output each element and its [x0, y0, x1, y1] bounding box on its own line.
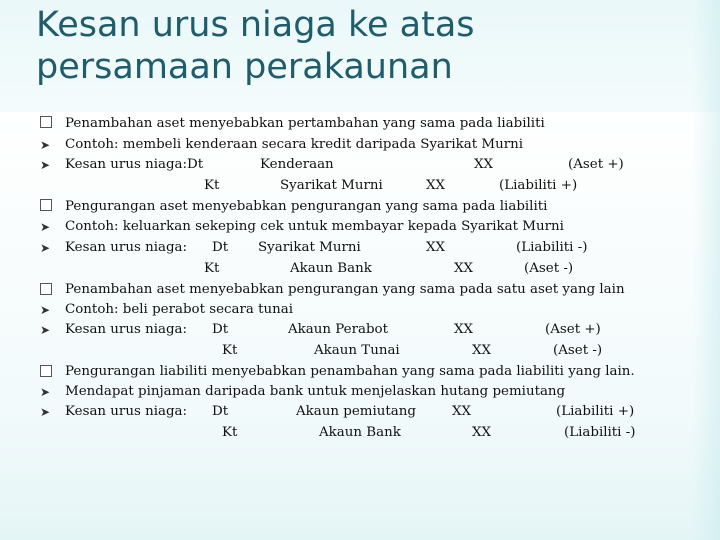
arrow-bullet-icon: ➤ [40, 158, 51, 173]
entry-effect: (Aset -) [553, 342, 603, 358]
entry-account: Akaun Bank [290, 260, 372, 276]
arrow-bullet-icon: ➤ [40, 241, 51, 256]
entry-effect: (Liabiliti +) [499, 178, 578, 194]
journal-entry-debit [40, 320, 680, 341]
journal-entry-debit [40, 402, 680, 423]
entry-label: Kesan urus niaga: [65, 240, 188, 256]
entry-account: Akaun pemiutang [296, 404, 416, 420]
entry-amount: XX [426, 240, 446, 256]
bullet-item [40, 135, 680, 156]
slide-title [36, 4, 676, 88]
bullet-text: Penambahan aset menyebabkan pertambahan yang sama pada liabiliti [65, 116, 545, 131]
bullet-text: Pengurangan aset menyebabkan pengurangan yang sama pada liabiliti [65, 198, 548, 214]
bullet-item [40, 114, 680, 135]
entry-label: Kesan urus niaga: [65, 404, 188, 420]
arrow-bullet-icon: ➤ [40, 384, 51, 399]
journal-entry-debit [40, 155, 680, 176]
bullet-item [40, 197, 680, 218]
bullet-item [40, 300, 680, 321]
journal-entry-debit [40, 238, 680, 259]
entry-effect: (Aset -) [524, 260, 574, 276]
entry-amount: XX [426, 178, 446, 194]
entry-account: Akaun Tunai [314, 342, 400, 358]
arrow-bullet-icon: ➤ [40, 405, 51, 420]
bullet-text: Contoh: membeli kenderaan secara kredit daripada Syarikat Murni [65, 136, 524, 152]
arrow-bullet-icon: ➤ [40, 323, 51, 338]
entry-account: Syarikat Murni [280, 178, 383, 194]
journal-entry-credit [40, 341, 680, 362]
bullet-item [40, 217, 680, 238]
entry-side: Dt [212, 322, 229, 338]
entry-amount: XX [452, 404, 472, 420]
bullet-text: Contoh: keluarkan sekeping cek untuk membayar kepada Syarikat Murni [65, 219, 564, 235]
title-line-2: persamaan perakaunan [36, 47, 453, 87]
bullet-item [40, 280, 680, 300]
arrow-bullet-icon: ➤ [40, 302, 51, 317]
entry-effect: (Liabiliti -) [564, 424, 636, 440]
entry-effect: (Aset +) [568, 157, 624, 173]
entry-account: Kenderaan [260, 157, 334, 173]
journal-entry-credit [40, 423, 680, 444]
entry-account: Akaun Perabot [288, 322, 389, 338]
square-bullet-icon [40, 114, 62, 135]
entry-side: Kt [222, 342, 238, 358]
decorative-edge [692, 0, 720, 540]
bullet-text: Pengurangan liabiliti menyebabkan penambahan yang sama pada liabiliti yang lain. [65, 363, 635, 379]
journal-entry-credit [40, 259, 680, 280]
entry-amount: XX [472, 342, 492, 358]
arrow-bullet-icon: ➤ [40, 220, 51, 235]
entry-side: Kt [204, 260, 220, 276]
entry-account: Syarikat Murni [258, 240, 361, 256]
slide-content [40, 114, 680, 444]
entry-effect: (Liabiliti -) [516, 240, 588, 256]
bullet-item [40, 362, 680, 382]
entry-label: Kesan urus niaga: [65, 322, 188, 338]
entry-amount: XX [454, 260, 474, 276]
entry-amount: XX [474, 157, 494, 173]
entry-effect: (Aset +) [545, 322, 601, 338]
entry-side: Dt [212, 404, 229, 420]
entry-amount: XX [472, 424, 492, 440]
entry-side: Dt [212, 240, 229, 256]
journal-entry-credit [40, 176, 680, 197]
bullet-item [40, 382, 680, 403]
entry-side: Kt [204, 178, 220, 194]
title-line-1: Kesan urus niaga ke atas [36, 5, 475, 45]
bullet-text: Penambahan aset menyebabkan pengurangan yang sama pada satu aset yang lain [65, 281, 625, 297]
square-bullet-icon [40, 197, 62, 218]
arrow-bullet-icon: ➤ [40, 137, 51, 152]
entry-effect: (Liabiliti +) [556, 404, 635, 420]
bullet-text: Mendapat pinjaman daripada bank untuk menjelaskan hutang pemiutang [65, 383, 566, 399]
entry-label: Kesan urus niaga:Dt [65, 157, 204, 173]
entry-account: Akaun Bank [319, 424, 401, 440]
entry-amount: XX [454, 322, 474, 338]
entry-side: Kt [222, 424, 238, 440]
bullet-text: Contoh: beli perabot secara tunai [65, 301, 294, 317]
